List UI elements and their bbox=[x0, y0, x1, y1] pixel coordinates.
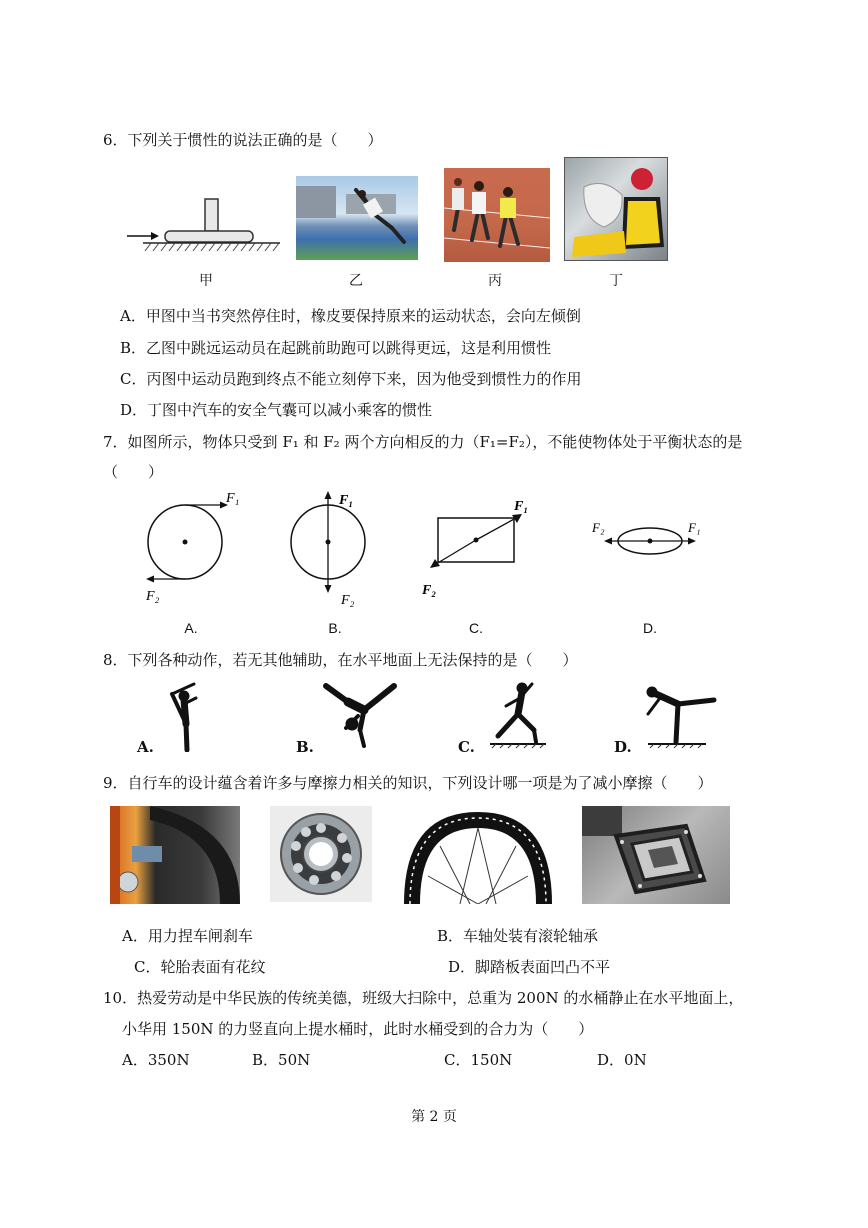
q10-option-d[interactable]: D．0N bbox=[597, 1051, 647, 1069]
f1-label: F₁ bbox=[226, 491, 240, 506]
q6-option-c[interactable]: C．丙图中运动员跑到终点不能立刻停下来，因为他受到惯性力的作用 bbox=[120, 370, 582, 388]
f2-label: F₂ bbox=[592, 520, 605, 535]
q8-figure-b bbox=[322, 680, 398, 750]
page-number: 第 2 页 bbox=[411, 1109, 457, 1125]
q8-label-d[interactable]: D. bbox=[614, 738, 632, 756]
q10-option-a[interactable]: A．350N bbox=[122, 1051, 190, 1069]
q8-figure-d bbox=[640, 680, 720, 750]
q7-label-c[interactable]: C. bbox=[469, 620, 483, 636]
q6-photo-yi bbox=[296, 176, 418, 260]
q6-option-a[interactable]: A．甲图中当书突然停住时，橡皮要保持原来的运动状态，会向左倾倒 bbox=[120, 307, 581, 325]
q9-option-b[interactable]: B．车轴处装有滚轮轴承 bbox=[437, 927, 599, 945]
q8-label-b[interactable]: B. bbox=[296, 738, 314, 756]
q6-label-jia: 甲 bbox=[199, 272, 213, 288]
q8-figure-a bbox=[160, 680, 210, 752]
q7-figure-d bbox=[590, 518, 710, 564]
q9-photo-brake bbox=[110, 806, 240, 904]
q7-label-a[interactable]: A. bbox=[184, 620, 198, 636]
q6-label-ding: 丁 bbox=[609, 272, 623, 288]
q6-photo-ding bbox=[564, 157, 668, 261]
q9-option-d[interactable]: D．脚踏板表面凹凸不平 bbox=[448, 958, 611, 976]
q9-option-a[interactable]: A．用力捏车闸刹车 bbox=[122, 927, 253, 945]
q6-option-d[interactable]: D．丁图中汽车的安全气囊可以减小乘客的惯性 bbox=[120, 401, 433, 419]
q8-label-a[interactable]: A. bbox=[137, 738, 154, 756]
q9-photo-bearing bbox=[270, 806, 372, 902]
q9-photo-tire bbox=[400, 806, 556, 904]
q8-stem: 8．下列各种动作，若无其他辅助，在水平地面上无法保持的是（ ） bbox=[103, 651, 578, 669]
f1-label: F₁ bbox=[339, 493, 354, 508]
q7-stem: 7．如图所示，物体只受到 F₁ 和 F₂ 两个方向相反的力（F₁=F₂），不能使物体处于平衡状态的是 bbox=[103, 433, 743, 451]
q6-stem: 6．下列关于惯性的说法正确的是（ ） bbox=[103, 131, 383, 149]
q10-stem-line2: 小华用 150N 的力竖直向上提水桶时，此时水桶受到的合力为（ ） bbox=[122, 1020, 594, 1038]
f2-label: F₂ bbox=[146, 589, 160, 604]
q6-figure-jia bbox=[125, 195, 285, 259]
q8-figure-c bbox=[488, 680, 548, 750]
q7-figure-c bbox=[420, 494, 542, 604]
q6-label-yi: 乙 bbox=[349, 272, 363, 288]
q7-figure-a bbox=[140, 488, 252, 606]
f2-label: F₂ bbox=[422, 583, 437, 598]
q10-option-b[interactable]: B．50N bbox=[252, 1051, 311, 1069]
q10-stem-line1: 10．热爱劳动是中华民族的传统美德，班级大扫除中，总重为 200N 的水桶静止在水平地面上， bbox=[103, 989, 744, 1007]
q6-photo-bing bbox=[444, 168, 550, 262]
q9-stem: 9．自行车的设计蕴含着许多与摩擦力相关的知识，下列设计哪一项是为了减小摩擦（ ） bbox=[103, 774, 713, 792]
eraser bbox=[205, 199, 218, 231]
q6-label-bing: 丙 bbox=[488, 272, 502, 288]
f1-label: F₁ bbox=[688, 520, 701, 535]
q9-photo-pedal bbox=[582, 806, 730, 904]
q6-option-b[interactable]: B．乙图中跳远运动员在起跳前助跑可以跳得更远，这是利用惯性 bbox=[120, 339, 552, 357]
q7-label-d[interactable]: D. bbox=[643, 620, 657, 636]
f1-label: F₁ bbox=[514, 499, 529, 514]
q7-figure-b bbox=[285, 486, 385, 608]
f2-label: F₂ bbox=[341, 593, 355, 608]
q7-label-b[interactable]: B. bbox=[328, 620, 342, 636]
q8-label-c[interactable]: C. bbox=[458, 738, 475, 756]
book bbox=[165, 231, 253, 242]
q10-option-c[interactable]: C．150N bbox=[444, 1051, 513, 1069]
q7-stem-paren: （ ） bbox=[103, 463, 164, 481]
q9-option-c[interactable]: C．轮胎表面有花纹 bbox=[134, 958, 266, 976]
